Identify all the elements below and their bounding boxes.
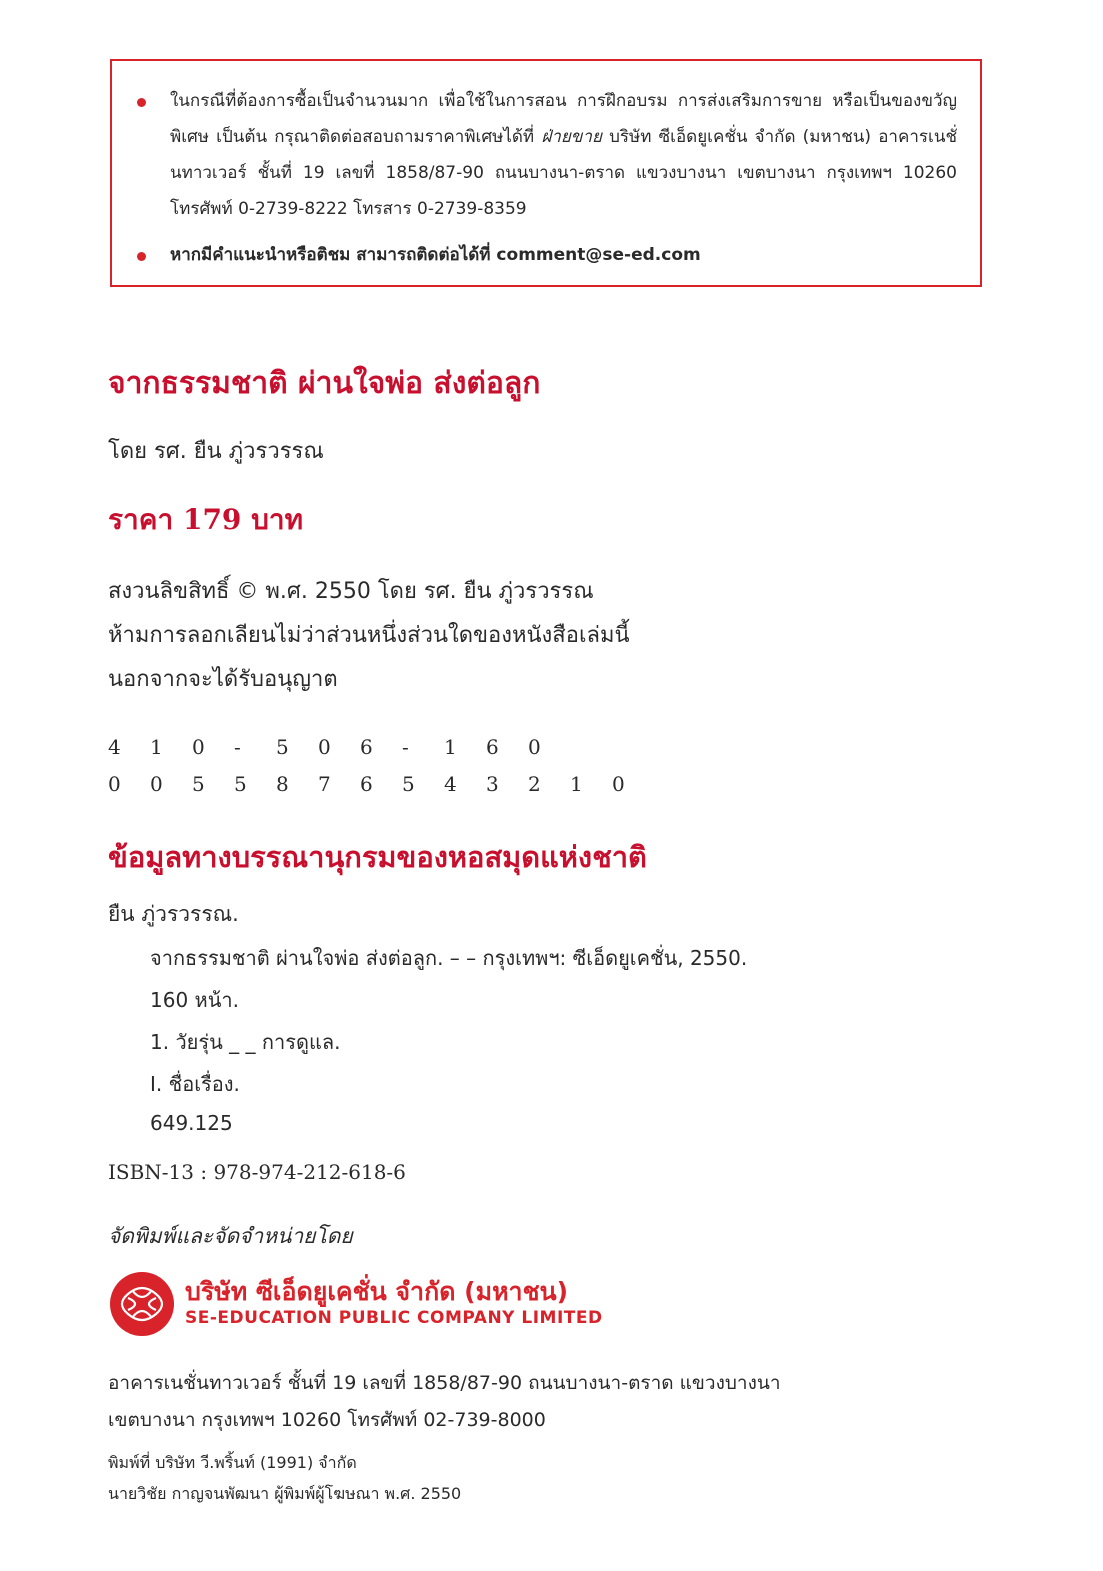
notice-bullet-bulk-order <box>137 83 957 227</box>
catalog-pages-line: 160 หน้า. <box>150 988 239 1012</box>
copyright-restriction-line: ห้ามการลอกเลียนไม่ว่าส่วนหนึ่งส่วนใดของหนังสือเล่มนี้ <box>108 623 630 648</box>
code-digit: 6 <box>486 735 499 759</box>
bulk-order-text <box>170 83 957 227</box>
book-price: ราคา 179 บาท <box>108 503 304 536</box>
code-digit: 6 <box>360 735 373 759</box>
company-name-thai: บริษัท ซีเอ็ดยูเคชั่น จำกัด (มหาชน) <box>185 1277 569 1306</box>
code-digit: 2 <box>528 772 541 796</box>
isbn: ISBN-13 : 978-974-212-618-6 <box>108 1160 406 1184</box>
copyright-block <box>108 570 629 702</box>
code-digit: 0 <box>150 772 163 796</box>
code-digit: 5 <box>234 772 247 796</box>
feedback-text: หากมีคำแนะนำหรือติชม สามารถติดต่อได้ที่ comment@se-ed.com <box>170 245 701 265</box>
code-digit: - <box>234 735 241 759</box>
catalog-title-line: จากธรรมชาติ ผ่านใจพ่อ ส่งต่อลูก. – – กรุงเทพฯ: ซีเอ็ดยูเคชั่น, 2550. <box>150 946 748 970</box>
catalog-classification-line: 649.125 <box>150 1111 233 1135</box>
code-digit: 4 <box>444 772 457 796</box>
catalog-title-entry-line: I. ชื่อเรื่อง. <box>150 1072 240 1096</box>
code-digit: 0 <box>318 735 331 759</box>
company-logo-icon <box>110 1272 174 1336</box>
code-row-1 <box>108 735 570 759</box>
code-digit: 1 <box>570 772 583 796</box>
logo-knot-icon <box>110 1272 174 1336</box>
book-author: โดย รศ. ยืน ภู่วรวรรณ <box>108 439 324 464</box>
code-digit: 5 <box>402 772 415 796</box>
bulk-order-text-part2: บริษัท ซีเอ็ดยูเคชั่น จำกัด (มหาชน) อาคารเนชั่นทาวเวอร์ ชั้นที่ 19 เลขที่ 1858/87-90 ถนนบางนา-ตราด แขวงบางนา เขตบางนา กรุงเทพฯ 10260 โทรศัพท์ 0-2739-8222 โทรสาร 0-2739-8359 <box>170 127 957 219</box>
code-digit: 6 <box>360 772 373 796</box>
catalog-main-entry: ยืน ภู่วรวรรณ. <box>108 902 239 926</box>
code-digit: 5 <box>276 735 289 759</box>
book-title: จากธรรมชาติ ผ่านใจพ่อ ส่งต่อลูก <box>108 366 541 401</box>
bulk-order-text-part1: ในกรณีที่ต้องการซื้อเป็นจำนวนมาก เพื่อใช้ในการสอน การฝึกอบรม การส่งเสริมการขาย หรือเป็นของขวัญพิเศษ เป็นต้น กรุณาติดต่อสอบถามราคาพิเศษได้ที่ <box>170 91 957 147</box>
code-digit: 0 <box>108 772 121 796</box>
publisher-advertiser-line: นายวิชัย กาญจนพัฒนา ผู้พิมพ์ผู้โฆษณา พ.ศ. 2550 <box>108 1484 462 1503</box>
printer-line: พิมพ์ที่ บริษัท วี.พริ้นท์ (1991) จำกัด <box>108 1453 357 1472</box>
code-digit: 3 <box>486 772 499 796</box>
catalog-heading: ข้อมูลทางบรรณานุกรมของหอสมุดแห่งชาติ <box>108 840 647 874</box>
code-digit: 4 <box>108 735 121 759</box>
code-digit: 0 <box>192 735 205 759</box>
code-digit: 1 <box>150 735 163 759</box>
code-digit: - <box>402 735 409 759</box>
bullet-dot-icon <box>137 252 146 261</box>
code-row-2 <box>108 772 654 796</box>
code-digit: 1 <box>444 735 457 759</box>
code-digit: 7 <box>318 772 331 796</box>
publisher-address-line-1: อาคารเนชั่นทาวเวอร์ ชั้นที่ 19 เลขที่ 1858/87-90 ถนนบางนา-ตราด แขวงบางนา <box>108 1372 781 1394</box>
notice-bullet-feedback <box>137 237 957 273</box>
copyright-line: สงวนลิขสิทธิ์ © พ.ศ. 2550 โดย รศ. ยืน ภู่วรวรรณ <box>108 579 594 604</box>
catalog-subject-line: 1. วัยรุ่น _ _ การดูแล. <box>150 1030 341 1054</box>
code-digit: 5 <box>192 772 205 796</box>
bullet-dot-icon <box>137 98 146 107</box>
notice-box <box>110 59 982 287</box>
code-digit: 0 <box>612 772 625 796</box>
copyright-permission-line: นอกจากจะได้รับอนุญาต <box>108 667 338 692</box>
sales-department-emphasis: ฝ่ายขาย <box>541 127 602 147</box>
published-by-label: จัดพิมพ์และจัดจำหน่ายโดย <box>108 1224 353 1248</box>
company-name-english: SE-EDUCATION PUBLIC COMPANY LIMITED <box>185 1308 603 1328</box>
publisher-address-line-2: เขตบางนา กรุงเทพฯ 10260 โทรศัพท์ 02-739-8000 <box>108 1409 546 1431</box>
code-digit: 0 <box>528 735 541 759</box>
code-digit: 8 <box>276 772 289 796</box>
